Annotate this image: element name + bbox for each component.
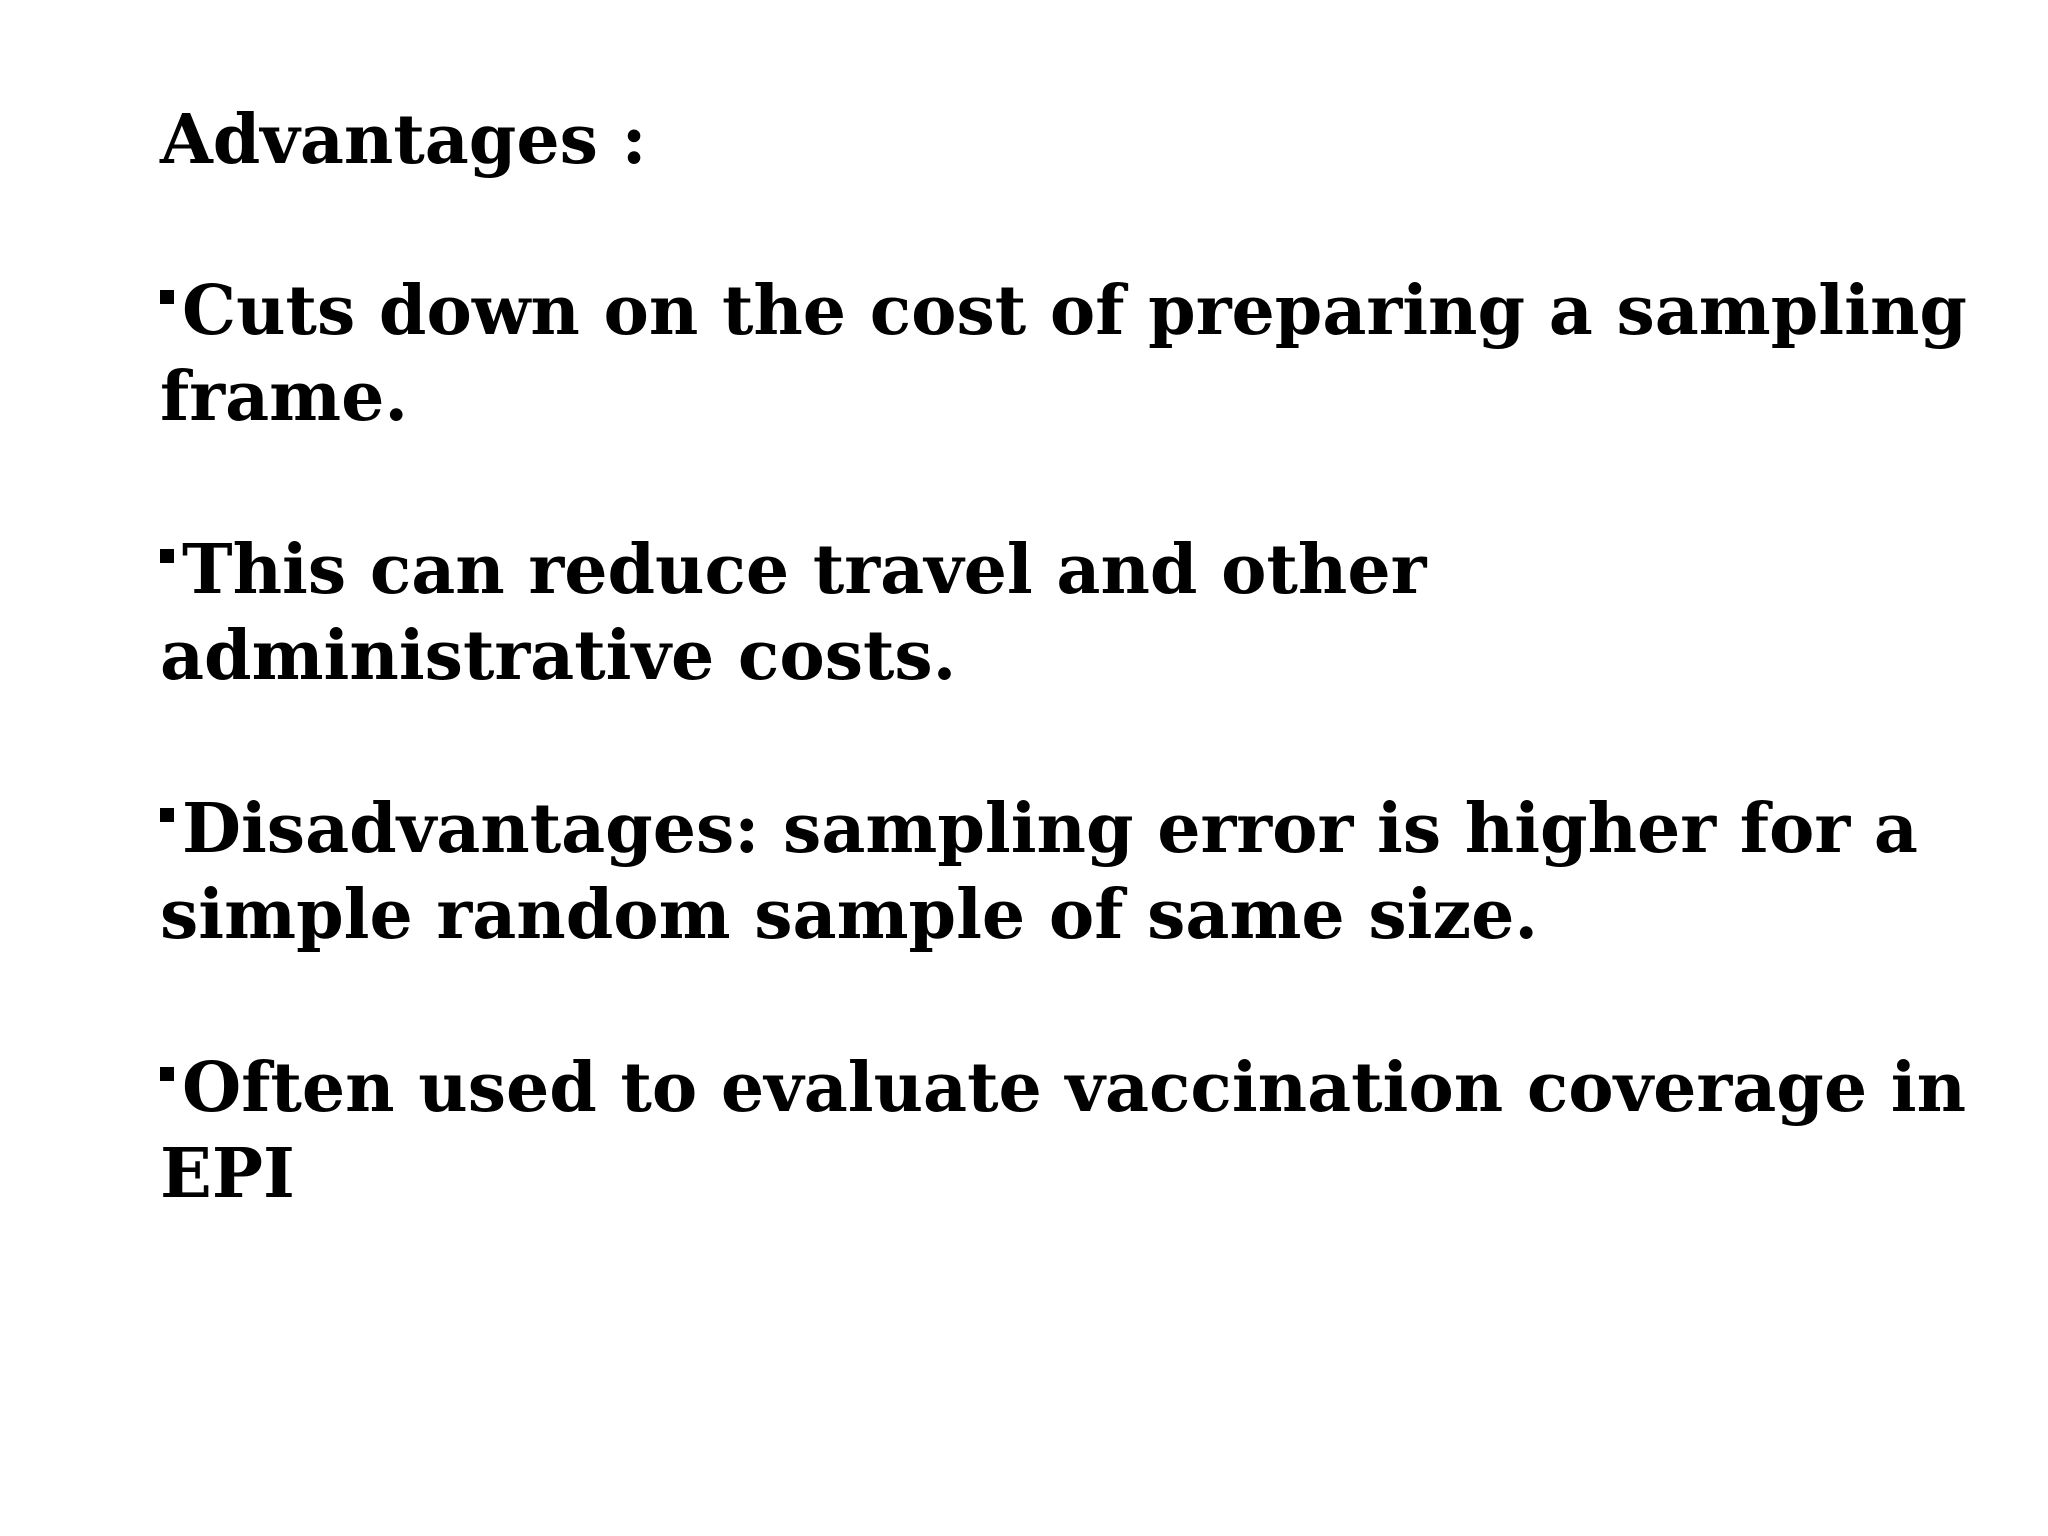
square-bullet-icon (160, 1067, 174, 1081)
bullet-item-2 (160, 527, 1990, 699)
bullet-text: Disadvantages: sampling error is higher for a simple random sample of same size. (160, 789, 1918, 955)
slide-content (160, 98, 1990, 1217)
square-bullet-icon (160, 808, 174, 822)
bullet-item-1 (160, 268, 1990, 440)
bullet-text: Cuts down on the cost of preparing a sampling frame. (160, 271, 1967, 437)
bullet-item-4 (160, 1045, 1990, 1217)
bullet-item-3 (160, 786, 1990, 958)
bullet-text: This can reduce travel and other administrative costs. (160, 530, 1427, 696)
square-bullet-icon (160, 549, 174, 563)
slide-heading: Advantages : (160, 100, 647, 180)
bullet-text: Often used to evaluate vaccination coverage in EPI (160, 1048, 1967, 1214)
square-bullet-icon (160, 290, 174, 304)
